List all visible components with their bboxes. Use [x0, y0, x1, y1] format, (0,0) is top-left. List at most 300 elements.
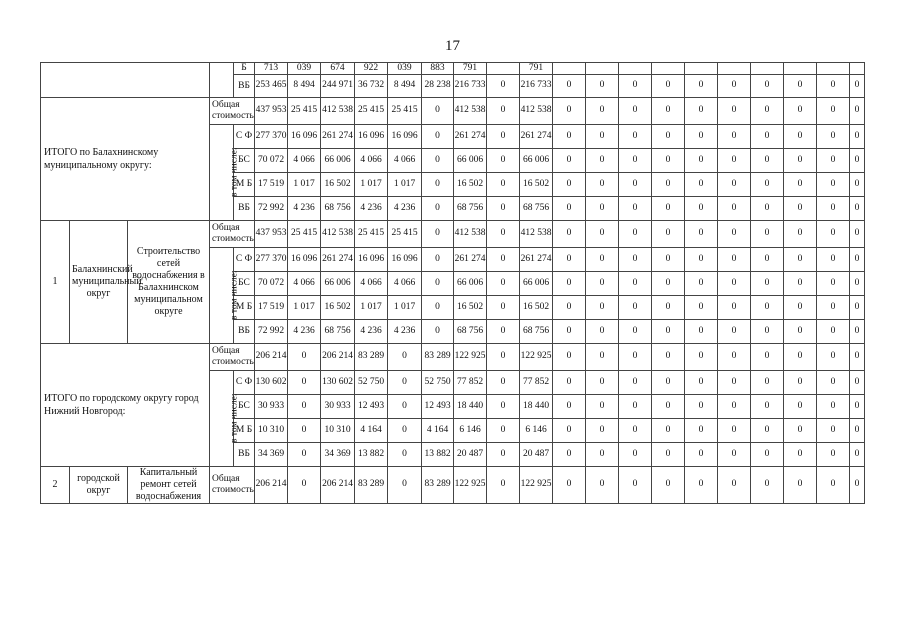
- value-cell: 0: [487, 148, 520, 172]
- value-cell: 0: [553, 124, 586, 148]
- value-cell: 0: [422, 220, 454, 247]
- value-cell: 0: [751, 295, 784, 319]
- value-cell: 30 933: [255, 394, 288, 418]
- value-cell: 68 756: [454, 196, 487, 220]
- value-cell: 25 415: [355, 220, 388, 247]
- sub-label: Б: [234, 63, 255, 75]
- value-cell: 122 925: [520, 466, 553, 503]
- value-cell: 216 733: [520, 74, 553, 97]
- value-cell: 0: [288, 466, 321, 503]
- value-cell: 0: [586, 74, 619, 97]
- item-number: 1: [41, 220, 70, 343]
- value-cell: 0: [751, 172, 784, 196]
- value-cell: 0: [718, 466, 751, 503]
- value-cell: 0: [751, 343, 784, 370]
- value-cell: 922: [355, 63, 388, 75]
- sub-label: ВБ: [234, 74, 255, 97]
- value-cell: 0: [817, 148, 850, 172]
- table-row: [41, 343, 865, 370]
- value-cell: 261 274: [520, 124, 553, 148]
- value-cell: [718, 63, 751, 75]
- value-cell: 0: [586, 466, 619, 503]
- value-cell: 130 602: [321, 370, 355, 394]
- value-cell: 216 733: [454, 74, 487, 97]
- value-cell: 277 370: [255, 247, 288, 271]
- table-row: [41, 63, 865, 75]
- value-cell: 0: [619, 97, 652, 124]
- value-cell: 13 882: [422, 442, 454, 466]
- value-cell: 20 487: [454, 442, 487, 466]
- value-cell: 0: [751, 394, 784, 418]
- value-cell: 0: [784, 418, 817, 442]
- value-cell: 66 006: [321, 271, 355, 295]
- value-cell: 4 236: [355, 196, 388, 220]
- sub-label: М Б: [234, 172, 255, 196]
- value-cell: 0: [784, 172, 817, 196]
- sub-label: БС: [234, 271, 255, 295]
- value-cell: 0: [388, 370, 422, 394]
- territory: городской округ: [70, 466, 128, 503]
- value-cell: 0: [784, 97, 817, 124]
- in-that-number-text: в том числе:: [229, 393, 240, 443]
- value-cell: 0: [685, 343, 718, 370]
- value-cell: 0: [850, 271, 865, 295]
- sub-label: М Б: [234, 295, 255, 319]
- value-cell: 4 066: [288, 271, 321, 295]
- value-cell: 0: [685, 271, 718, 295]
- value-cell: 72 992: [255, 319, 288, 343]
- value-cell: 0: [850, 343, 865, 370]
- value-cell: 77 852: [454, 370, 487, 394]
- value-cell: 25 415: [388, 97, 422, 124]
- territory: Балахнинский муниципальный округ: [70, 220, 128, 343]
- value-cell: 0: [685, 442, 718, 466]
- value-cell: 4 066: [355, 271, 388, 295]
- value-cell: 0: [718, 319, 751, 343]
- value-cell: 16 502: [454, 295, 487, 319]
- value-cell: 0: [751, 196, 784, 220]
- value-cell: 0: [652, 370, 685, 394]
- value-cell: 1 017: [388, 172, 422, 196]
- value-cell: 0: [553, 295, 586, 319]
- value-cell: 0: [553, 442, 586, 466]
- value-cell: 0: [850, 97, 865, 124]
- value-cell: 68 756: [520, 319, 553, 343]
- value-cell: 0: [718, 343, 751, 370]
- value-cell: 261 274: [321, 124, 355, 148]
- value-cell: 17 519: [255, 295, 288, 319]
- value-cell: 261 274: [321, 247, 355, 271]
- sub-label: БС: [234, 148, 255, 172]
- value-cell: 0: [784, 148, 817, 172]
- value-cell: 0: [586, 370, 619, 394]
- value-cell: 0: [652, 466, 685, 503]
- value-cell: 0: [685, 97, 718, 124]
- value-cell: 83 289: [422, 343, 454, 370]
- value-cell: 0: [619, 247, 652, 271]
- total-cost-label: Общая стоимость: [210, 220, 255, 247]
- value-cell: 16 096: [355, 247, 388, 271]
- value-cell: 0: [487, 220, 520, 247]
- value-cell: 0: [652, 74, 685, 97]
- value-cell: 66 006: [454, 148, 487, 172]
- value-cell: 0: [850, 442, 865, 466]
- value-cell: 0: [487, 343, 520, 370]
- value-cell: 16 502: [454, 172, 487, 196]
- value-cell: 0: [850, 370, 865, 394]
- value-cell: 10 310: [255, 418, 288, 442]
- value-cell: 0: [619, 271, 652, 295]
- value-cell: 0: [553, 148, 586, 172]
- value-cell: 4 066: [288, 148, 321, 172]
- value-cell: 4 066: [388, 148, 422, 172]
- value-cell: 261 274: [520, 247, 553, 271]
- value-cell: 72 992: [255, 196, 288, 220]
- sub-label: ВБ: [234, 442, 255, 466]
- value-cell: 261 274: [454, 124, 487, 148]
- blank-cell: [210, 63, 234, 98]
- sub-label: ВБ: [234, 196, 255, 220]
- value-cell: 0: [586, 295, 619, 319]
- value-cell: 0: [288, 418, 321, 442]
- value-cell: 0: [288, 343, 321, 370]
- value-cell: 0: [487, 271, 520, 295]
- object-name: Капитальный ремонт сетей водоснабжения: [128, 466, 210, 503]
- value-cell: 66 006: [321, 148, 355, 172]
- value-cell: 0: [718, 148, 751, 172]
- in-that-number-text: в том числе:: [229, 147, 240, 197]
- value-cell: 4 066: [388, 271, 422, 295]
- value-cell: 16 096: [288, 247, 321, 271]
- value-cell: 0: [388, 418, 422, 442]
- value-cell: 0: [685, 124, 718, 148]
- value-cell: 28 238: [422, 74, 454, 97]
- value-cell: 8 494: [388, 74, 422, 97]
- sub-label: С Ф: [234, 247, 255, 271]
- value-cell: 4 236: [288, 319, 321, 343]
- in-that-number-label: [210, 124, 240, 220]
- total-cost-label: Общая стоимость: [210, 97, 255, 124]
- value-cell: 8 494: [288, 74, 321, 97]
- value-cell: 0: [784, 124, 817, 148]
- value-cell: 6 146: [520, 418, 553, 442]
- value-cell: 0: [784, 394, 817, 418]
- value-cell: 0: [586, 394, 619, 418]
- value-cell: 0: [487, 97, 520, 124]
- value-cell: 0: [288, 394, 321, 418]
- value-cell: 0: [388, 394, 422, 418]
- value-cell: 68 756: [520, 196, 553, 220]
- value-cell: 1 017: [288, 295, 321, 319]
- value-cell: 25 415: [355, 97, 388, 124]
- value-cell: 0: [586, 148, 619, 172]
- value-cell: 0: [850, 196, 865, 220]
- value-cell: 0: [718, 74, 751, 97]
- item-number: 2: [41, 466, 70, 503]
- value-cell: 0: [751, 220, 784, 247]
- value-cell: 0: [817, 247, 850, 271]
- value-cell: 412 538: [321, 220, 355, 247]
- value-cell: 412 538: [454, 97, 487, 124]
- sub-label: С Ф: [234, 370, 255, 394]
- value-cell: 52 750: [422, 370, 454, 394]
- value-cell: 36 732: [355, 74, 388, 97]
- value-cell: 0: [751, 370, 784, 394]
- value-cell: 791: [454, 63, 487, 75]
- value-cell: 0: [685, 148, 718, 172]
- value-cell: 0: [685, 466, 718, 503]
- value-cell: 0: [751, 418, 784, 442]
- value-cell: 437 953: [255, 220, 288, 247]
- value-cell: 0: [751, 97, 784, 124]
- value-cell: 0: [553, 247, 586, 271]
- value-cell: 0: [487, 319, 520, 343]
- total-cost-label: Общая стоимость: [210, 343, 255, 370]
- value-cell: 0: [784, 442, 817, 466]
- value-cell: 0: [784, 370, 817, 394]
- object-name: Строительство сетей водоснабжения в Балахнинском муниципальном округе: [128, 220, 210, 343]
- value-cell: 0: [619, 148, 652, 172]
- value-cell: 68 756: [321, 196, 355, 220]
- value-cell: 0: [553, 271, 586, 295]
- value-cell: 0: [850, 466, 865, 503]
- value-cell: 0: [718, 247, 751, 271]
- budget-table: [40, 62, 865, 504]
- value-cell: 0: [487, 418, 520, 442]
- value-cell: 4 236: [388, 196, 422, 220]
- value-cell: 83 289: [355, 343, 388, 370]
- value-cell: 0: [652, 418, 685, 442]
- value-cell: 0: [422, 172, 454, 196]
- value-cell: 4 164: [422, 418, 454, 442]
- value-cell: 16 096: [288, 124, 321, 148]
- value-cell: 0: [652, 220, 685, 247]
- value-cell: [619, 63, 652, 75]
- value-cell: 25 415: [288, 220, 321, 247]
- value-cell: 0: [388, 343, 422, 370]
- value-cell: 0: [817, 418, 850, 442]
- value-cell: 713: [255, 63, 288, 75]
- value-cell: 0: [487, 124, 520, 148]
- value-cell: 253 465: [255, 74, 288, 97]
- value-cell: 0: [751, 271, 784, 295]
- value-cell: 70 072: [255, 271, 288, 295]
- value-cell: 0: [619, 74, 652, 97]
- value-cell: 1 017: [288, 172, 321, 196]
- value-cell: 0: [487, 74, 520, 97]
- value-cell: 16 502: [321, 172, 355, 196]
- value-cell: 0: [619, 370, 652, 394]
- value-cell: [751, 63, 784, 75]
- value-cell: 0: [553, 172, 586, 196]
- value-cell: 0: [422, 295, 454, 319]
- value-cell: [652, 63, 685, 75]
- value-cell: 1 017: [388, 295, 422, 319]
- value-cell: 83 289: [422, 466, 454, 503]
- value-cell: 0: [652, 319, 685, 343]
- value-cell: 4 164: [355, 418, 388, 442]
- value-cell: 206 214: [255, 466, 288, 503]
- value-cell: 52 750: [355, 370, 388, 394]
- value-cell: 0: [652, 394, 685, 418]
- value-cell: 0: [422, 97, 454, 124]
- value-cell: 20 487: [520, 442, 553, 466]
- value-cell: 0: [685, 196, 718, 220]
- value-cell: 0: [718, 124, 751, 148]
- value-cell: 0: [487, 394, 520, 418]
- value-cell: 0: [388, 442, 422, 466]
- value-cell: 0: [487, 247, 520, 271]
- value-cell: 412 538: [520, 220, 553, 247]
- page-number: 17: [445, 38, 460, 54]
- value-cell: 0: [388, 466, 422, 503]
- value-cell: 0: [784, 271, 817, 295]
- value-cell: 0: [652, 442, 685, 466]
- value-cell: 0: [718, 97, 751, 124]
- value-cell: 0: [718, 196, 751, 220]
- table-row: [41, 220, 865, 247]
- in-that-number-text: в том числе:: [229, 270, 240, 320]
- value-cell: 206 214: [255, 343, 288, 370]
- value-cell: 0: [784, 343, 817, 370]
- value-cell: 0: [718, 394, 751, 418]
- value-cell: 0: [422, 271, 454, 295]
- value-cell: 0: [784, 295, 817, 319]
- in-that-number-label: [210, 370, 240, 466]
- value-cell: 0: [784, 196, 817, 220]
- value-cell: 0: [685, 172, 718, 196]
- value-cell: 412 538: [454, 220, 487, 247]
- value-cell: 0: [718, 271, 751, 295]
- value-cell: 0: [817, 97, 850, 124]
- value-cell: 0: [619, 196, 652, 220]
- value-cell: 791: [520, 63, 553, 75]
- value-cell: 13 882: [355, 442, 388, 466]
- value-cell: 412 538: [520, 97, 553, 124]
- value-cell: 0: [784, 466, 817, 503]
- value-cell: 0: [288, 442, 321, 466]
- value-cell: 0: [751, 247, 784, 271]
- table-row: [41, 97, 865, 124]
- value-cell: 17 519: [255, 172, 288, 196]
- value-cell: 1 017: [355, 172, 388, 196]
- value-cell: 0: [652, 148, 685, 172]
- value-cell: 0: [685, 319, 718, 343]
- value-cell: 4 066: [355, 148, 388, 172]
- value-cell: 4 236: [388, 319, 422, 343]
- value-cell: [817, 63, 850, 75]
- value-cell: 122 925: [454, 466, 487, 503]
- value-cell: 0: [586, 124, 619, 148]
- value-cell: 0: [619, 442, 652, 466]
- value-cell: 122 925: [454, 343, 487, 370]
- value-cell: 0: [487, 370, 520, 394]
- value-cell: 206 214: [321, 466, 355, 503]
- table-row: [41, 466, 865, 503]
- value-cell: 0: [718, 442, 751, 466]
- value-cell: [685, 63, 718, 75]
- sub-label: ВБ: [234, 319, 255, 343]
- value-cell: 16 096: [355, 124, 388, 148]
- value-cell: 0: [586, 343, 619, 370]
- value-cell: 0: [652, 343, 685, 370]
- value-cell: 34 369: [321, 442, 355, 466]
- value-cell: 68 756: [321, 319, 355, 343]
- value-cell: 16 502: [520, 172, 553, 196]
- value-cell: 0: [586, 319, 619, 343]
- value-cell: 0: [553, 97, 586, 124]
- value-cell: 0: [553, 319, 586, 343]
- value-cell: 0: [718, 220, 751, 247]
- value-cell: 66 006: [454, 271, 487, 295]
- value-cell: 0: [817, 394, 850, 418]
- value-cell: 0: [652, 97, 685, 124]
- value-cell: 0: [553, 343, 586, 370]
- value-cell: 0: [685, 74, 718, 97]
- value-cell: 16 502: [520, 295, 553, 319]
- value-cell: 0: [652, 295, 685, 319]
- value-cell: 0: [586, 418, 619, 442]
- value-cell: 0: [619, 295, 652, 319]
- value-cell: 244 971: [321, 74, 355, 97]
- value-cell: 0: [586, 271, 619, 295]
- blank-cell: [41, 63, 210, 98]
- value-cell: [487, 63, 520, 75]
- value-cell: 122 925: [520, 343, 553, 370]
- value-cell: 0: [751, 74, 784, 97]
- value-cell: 4 236: [288, 196, 321, 220]
- value-cell: 1 017: [355, 295, 388, 319]
- value-cell: 0: [685, 220, 718, 247]
- value-cell: 0: [619, 319, 652, 343]
- value-cell: 0: [850, 418, 865, 442]
- value-cell: 77 852: [520, 370, 553, 394]
- value-cell: 0: [487, 295, 520, 319]
- value-cell: 16 096: [388, 124, 422, 148]
- value-cell: 12 493: [422, 394, 454, 418]
- value-cell: 25 415: [288, 97, 321, 124]
- value-cell: 0: [619, 172, 652, 196]
- value-cell: 0: [817, 442, 850, 466]
- value-cell: 0: [850, 148, 865, 172]
- value-cell: 0: [422, 148, 454, 172]
- value-cell: 68 756: [454, 319, 487, 343]
- value-cell: 261 274: [454, 247, 487, 271]
- value-cell: 277 370: [255, 124, 288, 148]
- value-cell: 0: [784, 220, 817, 247]
- value-cell: 66 006: [520, 271, 553, 295]
- value-cell: 0: [751, 319, 784, 343]
- value-cell: 34 369: [255, 442, 288, 466]
- value-cell: 0: [553, 220, 586, 247]
- value-cell: 70 072: [255, 148, 288, 172]
- value-cell: 0: [850, 124, 865, 148]
- value-cell: 0: [652, 172, 685, 196]
- value-cell: 0: [850, 394, 865, 418]
- value-cell: 0: [422, 319, 454, 343]
- sub-label: БС: [234, 394, 255, 418]
- value-cell: 0: [850, 247, 865, 271]
- value-cell: 130 602: [255, 370, 288, 394]
- total-title: ИТОГО по городскому округу город Нижний Новгород:: [41, 343, 210, 466]
- value-cell: 0: [685, 295, 718, 319]
- value-cell: 0: [487, 466, 520, 503]
- value-cell: 0: [751, 124, 784, 148]
- value-cell: 18 440: [454, 394, 487, 418]
- value-cell: 0: [685, 247, 718, 271]
- in-that-number-label: [210, 247, 240, 343]
- sub-label: С Ф: [234, 124, 255, 148]
